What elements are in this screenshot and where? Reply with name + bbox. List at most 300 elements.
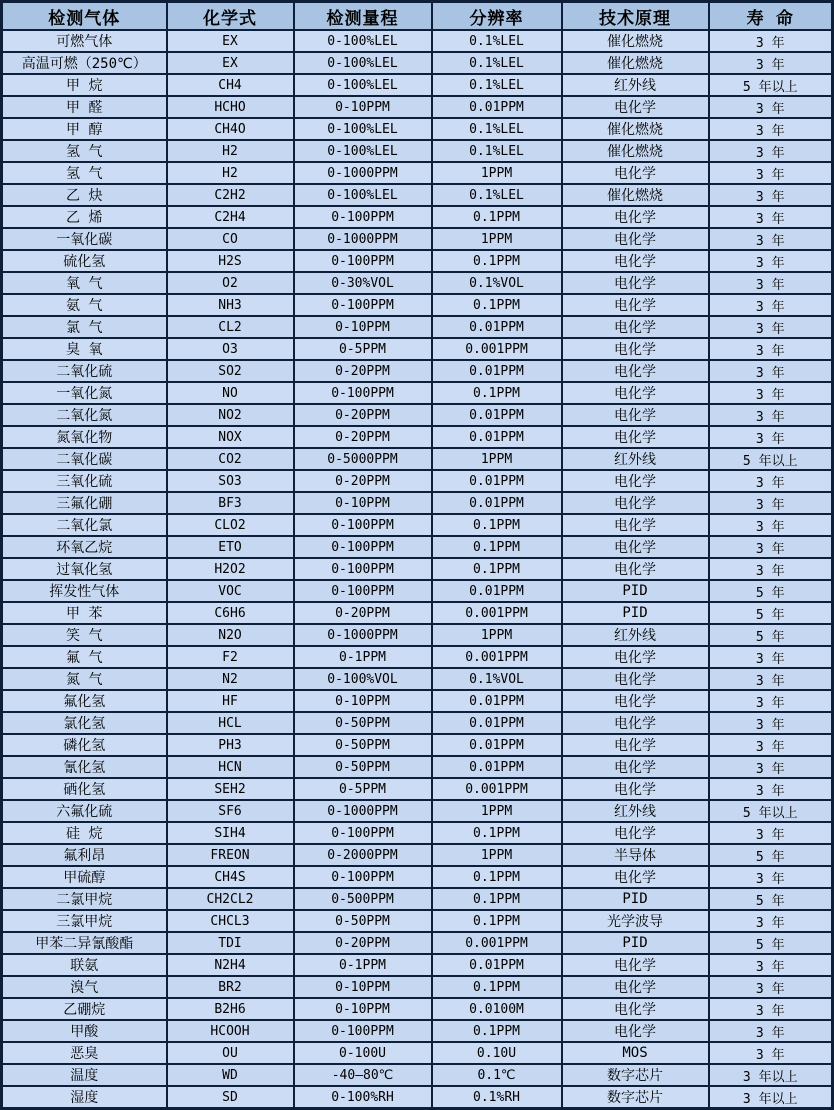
cell-principle: 电化学 [562,404,709,426]
cell-resolution: 0.01PPM [432,360,562,382]
table-row [2,206,833,228]
cell-gas: 乙硼烷 [2,998,167,1020]
cell-principle: PID [562,888,709,910]
cell-life: 3 年 [709,1042,833,1064]
cell-formula: TDI [167,932,294,954]
cell-gas: 甲 醛 [2,96,167,118]
cell-life: 3 年以上 [709,1064,833,1086]
cell-resolution: 0.01PPM [432,712,562,734]
cell-formula: O2 [167,272,294,294]
cell-gas: 溴气 [2,976,167,998]
cell-gas: 氯 气 [2,316,167,338]
cell-range: 0-100PPM [294,1020,432,1042]
cell-principle: 催化燃烧 [562,52,709,74]
cell-formula: CO2 [167,448,294,470]
cell-formula: NH3 [167,294,294,316]
cell-resolution: 1PPM [432,844,562,866]
cell-resolution: 0.01PPM [432,734,562,756]
cell-principle: PID [562,580,709,602]
cell-range: 0-50PPM [294,712,432,734]
cell-principle: 电化学 [562,492,709,514]
cell-gas: 三氧化硫 [2,470,167,492]
header-range: 检测量程 [294,2,432,31]
cell-range: 0-100%VOL [294,668,432,690]
cell-gas: 甲硫醇 [2,866,167,888]
cell-resolution: 0.1℃ [432,1064,562,1086]
cell-principle: 半导体 [562,844,709,866]
cell-formula: H2 [167,140,294,162]
cell-range: 0-20PPM [294,470,432,492]
cell-formula: BF3 [167,492,294,514]
cell-formula: PH3 [167,734,294,756]
cell-formula: N2O [167,624,294,646]
table-row [2,910,833,932]
cell-range: 0-5PPM [294,778,432,800]
cell-resolution: 0.01PPM [432,690,562,712]
cell-range: 0-10PPM [294,998,432,1020]
cell-principle: 红外线 [562,800,709,822]
cell-formula: H2S [167,250,294,272]
cell-resolution: 1PPM [432,448,562,470]
cell-range: 0-100PPM [294,580,432,602]
cell-range: -40—80℃ [294,1064,432,1086]
cell-gas: 臭 氧 [2,338,167,360]
cell-principle: 电化学 [562,228,709,250]
cell-life: 3 年 [709,294,833,316]
table-row [2,250,833,272]
cell-gas: 氟 气 [2,646,167,668]
cell-principle: 电化学 [562,646,709,668]
cell-gas: 硅 烷 [2,822,167,844]
cell-principle: 电化学 [562,360,709,382]
table-row [2,162,833,184]
table-row [2,404,833,426]
cell-range: 0-100PPM [294,206,432,228]
cell-life: 3 年 [709,492,833,514]
cell-life: 3 年 [709,690,833,712]
cell-formula: C2H2 [167,184,294,206]
cell-gas: 甲苯二异氰酸酯 [2,932,167,954]
table-row [2,448,833,470]
cell-range: 0-100%LEL [294,118,432,140]
cell-gas: 笑 气 [2,624,167,646]
table-row [2,756,833,778]
cell-principle: 电化学 [562,426,709,448]
cell-life: 3 年 [709,734,833,756]
cell-range: 0-100U [294,1042,432,1064]
cell-formula: ETO [167,536,294,558]
cell-range: 0-100%LEL [294,184,432,206]
cell-principle: 催化燃烧 [562,140,709,162]
cell-resolution: 0.1PPM [432,866,562,888]
cell-life: 3 年 [709,360,833,382]
cell-resolution: 0.001PPM [432,778,562,800]
cell-life: 3 年 [709,712,833,734]
cell-formula: EX [167,52,294,74]
table-row [2,668,833,690]
cell-resolution: 0.10U [432,1042,562,1064]
cell-principle: 电化学 [562,734,709,756]
table-row [2,822,833,844]
cell-life: 5 年 [709,932,833,954]
cell-life: 3 年 [709,558,833,580]
table-row [2,690,833,712]
cell-formula: C6H6 [167,602,294,624]
cell-life: 3 年 [709,536,833,558]
table-row [2,866,833,888]
table-row [2,514,833,536]
table-row [2,1064,833,1086]
cell-formula: SO3 [167,470,294,492]
table-row [2,118,833,140]
cell-principle: 电化学 [562,514,709,536]
cell-formula: H2 [167,162,294,184]
cell-gas: 一氧化碳 [2,228,167,250]
cell-resolution: 0.01PPM [432,316,562,338]
cell-formula: FREON [167,844,294,866]
cell-life: 3 年 [709,976,833,998]
cell-gas: 联氨 [2,954,167,976]
cell-range: 0-1000PPM [294,228,432,250]
cell-gas: 氯化氢 [2,712,167,734]
cell-principle: 电化学 [562,1020,709,1042]
table-row [2,646,833,668]
cell-resolution: 0.1PPM [432,382,562,404]
cell-gas: 二氯甲烷 [2,888,167,910]
cell-gas: 过氧化氢 [2,558,167,580]
table-row [2,1042,833,1064]
cell-range: 0-100PPM [294,536,432,558]
cell-formula: CH2CL2 [167,888,294,910]
cell-formula: CLO2 [167,514,294,536]
cell-gas: 甲 烷 [2,74,167,96]
cell-range: 0-10PPM [294,690,432,712]
cell-range: 0-1000PPM [294,800,432,822]
cell-life: 3 年 [709,998,833,1020]
table-row [2,558,833,580]
cell-resolution: 1PPM [432,624,562,646]
cell-formula: NOX [167,426,294,448]
cell-range: 0-10PPM [294,492,432,514]
cell-gas: 三氟化硼 [2,492,167,514]
cell-principle: 电化学 [562,778,709,800]
table-row [2,580,833,602]
cell-principle: 电化学 [562,96,709,118]
cell-resolution: 0.01PPM [432,426,562,448]
cell-resolution: 0.1PPM [432,1020,562,1042]
cell-gas: 乙 炔 [2,184,167,206]
cell-range: 0-100PPM [294,250,432,272]
cell-resolution: 0.1%LEL [432,74,562,96]
table-row [2,52,833,74]
table-row [2,272,833,294]
table-row [2,96,833,118]
table-row [2,932,833,954]
cell-formula: SD [167,1086,294,1109]
table-row [2,184,833,206]
table-body [2,30,833,1109]
cell-resolution: 0.001PPM [432,602,562,624]
cell-life: 5 年 [709,602,833,624]
cell-gas: 硫化氢 [2,250,167,272]
cell-range: 0-10PPM [294,96,432,118]
cell-range: 0-100%LEL [294,30,432,52]
cell-principle: 电化学 [562,866,709,888]
cell-principle: 催化燃烧 [562,118,709,140]
cell-range: 0-100%RH [294,1086,432,1109]
cell-life: 3 年 [709,910,833,932]
cell-principle: 电化学 [562,712,709,734]
cell-resolution: 1PPM [432,800,562,822]
cell-resolution: 0.01PPM [432,580,562,602]
cell-principle: PID [562,932,709,954]
cell-principle: 电化学 [562,162,709,184]
cell-gas: 高温可燃（250℃） [2,52,167,74]
cell-life: 5 年以上 [709,74,833,96]
cell-principle: 电化学 [562,756,709,778]
cell-formula: HCOOH [167,1020,294,1042]
cell-resolution: 0.1PPM [432,822,562,844]
cell-life: 3 年 [709,382,833,404]
cell-life: 3 年 [709,668,833,690]
cell-life: 3 年 [709,404,833,426]
cell-principle: 电化学 [562,382,709,404]
table-row [2,360,833,382]
cell-range: 0-1PPM [294,646,432,668]
cell-gas: 甲 苯 [2,602,167,624]
cell-gas: 硒化氢 [2,778,167,800]
cell-range: 0-5000PPM [294,448,432,470]
table-row [2,316,833,338]
cell-formula: N2H4 [167,954,294,976]
cell-formula: C2H4 [167,206,294,228]
cell-life: 3 年 [709,954,833,976]
cell-range: 0-100PPM [294,294,432,316]
cell-principle: 电化学 [562,998,709,1020]
cell-life: 3 年 [709,426,833,448]
cell-resolution: 0.1%VOL [432,272,562,294]
cell-range: 0-5PPM [294,338,432,360]
cell-life: 3 年 [709,338,833,360]
cell-resolution: 0.1%LEL [432,140,562,162]
table-row [2,998,833,1020]
cell-range: 0-100PPM [294,382,432,404]
cell-life: 5 年以上 [709,800,833,822]
cell-gas: 乙 烯 [2,206,167,228]
cell-range: 0-1PPM [294,954,432,976]
cell-resolution: 1PPM [432,228,562,250]
cell-gas: 氮 气 [2,668,167,690]
cell-life: 3 年 [709,140,833,162]
cell-principle: 电化学 [562,470,709,492]
cell-life: 3 年 [709,250,833,272]
cell-formula: CL2 [167,316,294,338]
cell-principle: 数字芯片 [562,1086,709,1109]
cell-range: 0-50PPM [294,734,432,756]
cell-resolution: 0.1%RH [432,1086,562,1109]
cell-gas: 氰化氢 [2,756,167,778]
cell-range: 0-20PPM [294,932,432,954]
cell-resolution: 0.1%LEL [432,118,562,140]
cell-range: 0-30%VOL [294,272,432,294]
header-life: 寿 命 [709,2,833,31]
cell-gas: 一氧化氮 [2,382,167,404]
cell-range: 0-1000PPM [294,162,432,184]
cell-range: 0-1000PPM [294,624,432,646]
cell-resolution: 0.01PPM [432,96,562,118]
table-row [2,30,833,52]
cell-resolution: 0.1PPM [432,206,562,228]
cell-formula: HF [167,690,294,712]
table-row [2,734,833,756]
table-row [2,382,833,404]
cell-gas: 三氯甲烷 [2,910,167,932]
cell-principle: 红外线 [562,74,709,96]
cell-formula: WD [167,1064,294,1086]
cell-gas: 氮氧化物 [2,426,167,448]
cell-gas: 氟化氢 [2,690,167,712]
table-row [2,470,833,492]
table-row [2,800,833,822]
table-row [2,712,833,734]
cell-gas: 甲酸 [2,1020,167,1042]
cell-life: 3 年 [709,316,833,338]
cell-principle: 电化学 [562,558,709,580]
cell-principle: MOS [562,1042,709,1064]
cell-range: 0-500PPM [294,888,432,910]
cell-formula: BR2 [167,976,294,998]
cell-range: 0-20PPM [294,360,432,382]
cell-gas: 六氟化硫 [2,800,167,822]
cell-formula: CH4O [167,118,294,140]
cell-gas: 温度 [2,1064,167,1086]
cell-life: 3 年 [709,272,833,294]
cell-principle: 光学波导 [562,910,709,932]
cell-range: 0-2000PPM [294,844,432,866]
cell-resolution: 0.1PPM [432,888,562,910]
cell-formula: B2H6 [167,998,294,1020]
cell-resolution: 0.01PPM [432,492,562,514]
cell-resolution: 1PPM [432,162,562,184]
cell-range: 0-20PPM [294,404,432,426]
cell-range: 0-100PPM [294,822,432,844]
cell-life: 3 年以上 [709,1086,833,1109]
cell-life: 3 年 [709,228,833,250]
cell-principle: 电化学 [562,976,709,998]
cell-formula: N2 [167,668,294,690]
table-row [2,492,833,514]
cell-resolution: 0.1PPM [432,294,562,316]
cell-resolution: 0.001PPM [432,646,562,668]
cell-life: 3 年 [709,646,833,668]
cell-formula: O3 [167,338,294,360]
cell-life: 3 年 [709,206,833,228]
cell-principle: 电化学 [562,294,709,316]
cell-resolution: 0.1PPM [432,250,562,272]
cell-life: 5 年 [709,888,833,910]
cell-gas: 二氧化氮 [2,404,167,426]
cell-life: 3 年 [709,184,833,206]
table-row [2,1086,833,1109]
cell-resolution: 0.01PPM [432,756,562,778]
cell-life: 5 年以上 [709,448,833,470]
cell-formula: VOC [167,580,294,602]
header-principle: 技术原理 [562,2,709,31]
cell-gas: 氟利昂 [2,844,167,866]
table-row [2,602,833,624]
cell-principle: 催化燃烧 [562,184,709,206]
cell-range: 0-20PPM [294,426,432,448]
cell-gas: 氧 气 [2,272,167,294]
header-row [2,2,833,31]
cell-resolution: 0.0100M [432,998,562,1020]
cell-gas: 二氧化氯 [2,514,167,536]
cell-formula: CH4 [167,74,294,96]
cell-resolution: 0.01PPM [432,954,562,976]
cell-principle: 红外线 [562,448,709,470]
cell-range: 0-50PPM [294,910,432,932]
cell-formula: HCN [167,756,294,778]
cell-formula: SO2 [167,360,294,382]
cell-resolution: 0.1%VOL [432,668,562,690]
table-row [2,954,833,976]
cell-range: 0-100PPM [294,866,432,888]
cell-formula: SIH4 [167,822,294,844]
cell-life: 3 年 [709,118,833,140]
cell-life: 5 年 [709,624,833,646]
table-row [2,844,833,866]
cell-resolution: 0.01PPM [432,404,562,426]
cell-life: 3 年 [709,162,833,184]
cell-principle: 电化学 [562,272,709,294]
cell-resolution: 0.1PPM [432,558,562,580]
cell-formula: CH4S [167,866,294,888]
cell-life: 3 年 [709,470,833,492]
table-row [2,74,833,96]
cell-resolution: 0.1%LEL [432,184,562,206]
table-row [2,778,833,800]
cell-formula: SF6 [167,800,294,822]
cell-life: 3 年 [709,778,833,800]
table-row [2,976,833,998]
cell-formula: HCL [167,712,294,734]
cell-resolution: 0.1PPM [432,910,562,932]
cell-principle: 电化学 [562,206,709,228]
cell-formula: SEH2 [167,778,294,800]
cell-range: 0-50PPM [294,756,432,778]
cell-range: 0-100PPM [294,514,432,536]
header-resolution: 分辨率 [432,2,562,31]
cell-resolution: 0.001PPM [432,932,562,954]
cell-principle: 电化学 [562,316,709,338]
cell-gas: 氢 气 [2,162,167,184]
cell-formula: NO [167,382,294,404]
header-formula: 化学式 [167,2,294,31]
table-row [2,140,833,162]
cell-life: 3 年 [709,514,833,536]
cell-life: 3 年 [709,52,833,74]
cell-formula: NO2 [167,404,294,426]
cell-range: 0-100%LEL [294,52,432,74]
table-row [2,426,833,448]
cell-formula: F2 [167,646,294,668]
cell-life: 3 年 [709,866,833,888]
cell-principle: PID [562,602,709,624]
cell-resolution: 0.1PPM [432,536,562,558]
cell-principle: 电化学 [562,690,709,712]
table-row [2,1020,833,1042]
table-row [2,888,833,910]
